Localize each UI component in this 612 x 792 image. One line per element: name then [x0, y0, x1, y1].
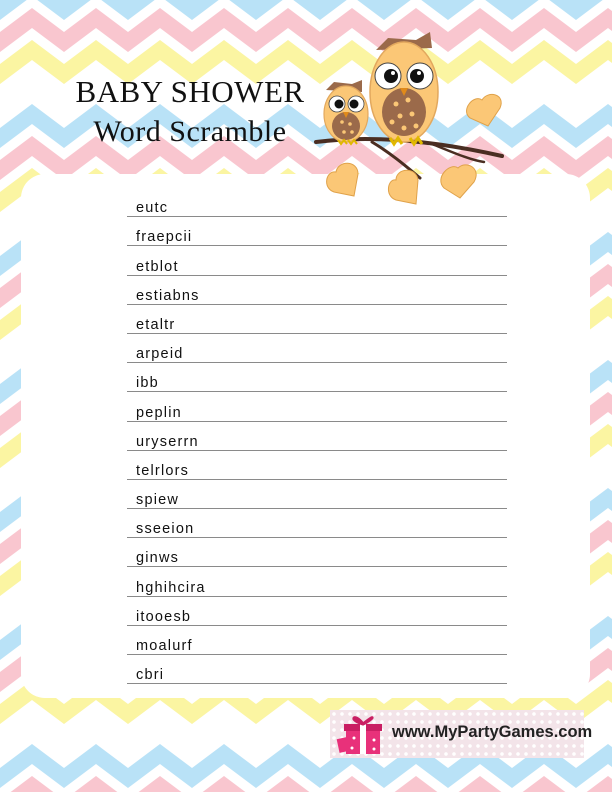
word-row[interactable] — [127, 392, 507, 421]
scrambled-word: arpeid — [136, 346, 184, 363]
small-owl-icon — [324, 80, 368, 144]
scrambled-word: eutc — [136, 200, 169, 217]
title-baby-shower: BABY SHOWER — [75, 74, 305, 109]
scrambled-word: cbri — [136, 667, 165, 684]
scrambled-word: hghihcira — [136, 579, 206, 596]
big-owl-icon — [370, 32, 438, 144]
brand-url[interactable]: www.MyPartyGames.com — [392, 723, 593, 741]
word-row[interactable] — [127, 451, 507, 480]
word-row[interactable] — [127, 334, 507, 363]
scrambled-word: sseeion — [136, 521, 195, 538]
word-row[interactable] — [127, 655, 507, 684]
title-word-scramble: Word Scramble — [93, 115, 287, 148]
word-row[interactable] — [127, 480, 507, 509]
word-row[interactable] — [127, 567, 507, 596]
scrambled-word: moalurf — [136, 638, 193, 654]
scrambled-word: etblot — [136, 258, 179, 275]
word-row[interactable] — [127, 246, 507, 275]
scrambled-word: estiabns — [136, 287, 200, 304]
word-row[interactable] — [127, 422, 507, 451]
word-row[interactable] — [127, 363, 507, 392]
owls-on-branch-icon — [312, 30, 512, 220]
scrambled-word: etaltr — [136, 316, 176, 333]
word-row[interactable] — [127, 509, 507, 538]
gift-box-icon — [336, 714, 386, 756]
brand-banner[interactable] — [330, 710, 593, 758]
scrambled-word: telrlors — [136, 462, 190, 479]
scrambled-word-list — [127, 188, 507, 684]
scrambled-word: fraepcii — [136, 229, 193, 246]
scrambled-word: peplin — [136, 404, 182, 421]
word-row[interactable] — [127, 217, 507, 246]
scrambled-word: ibb — [136, 375, 159, 392]
scrambled-word: spiew — [136, 492, 180, 509]
word-row[interactable] — [127, 538, 507, 567]
scrambled-word: itooesb — [136, 608, 192, 625]
word-row[interactable] — [127, 305, 507, 334]
word-row[interactable] — [127, 626, 507, 655]
word-row[interactable] — [127, 597, 507, 626]
word-row[interactable] — [127, 276, 507, 305]
scrambled-word: uryserrn — [136, 433, 199, 450]
scrambled-word: ginws — [136, 550, 180, 567]
